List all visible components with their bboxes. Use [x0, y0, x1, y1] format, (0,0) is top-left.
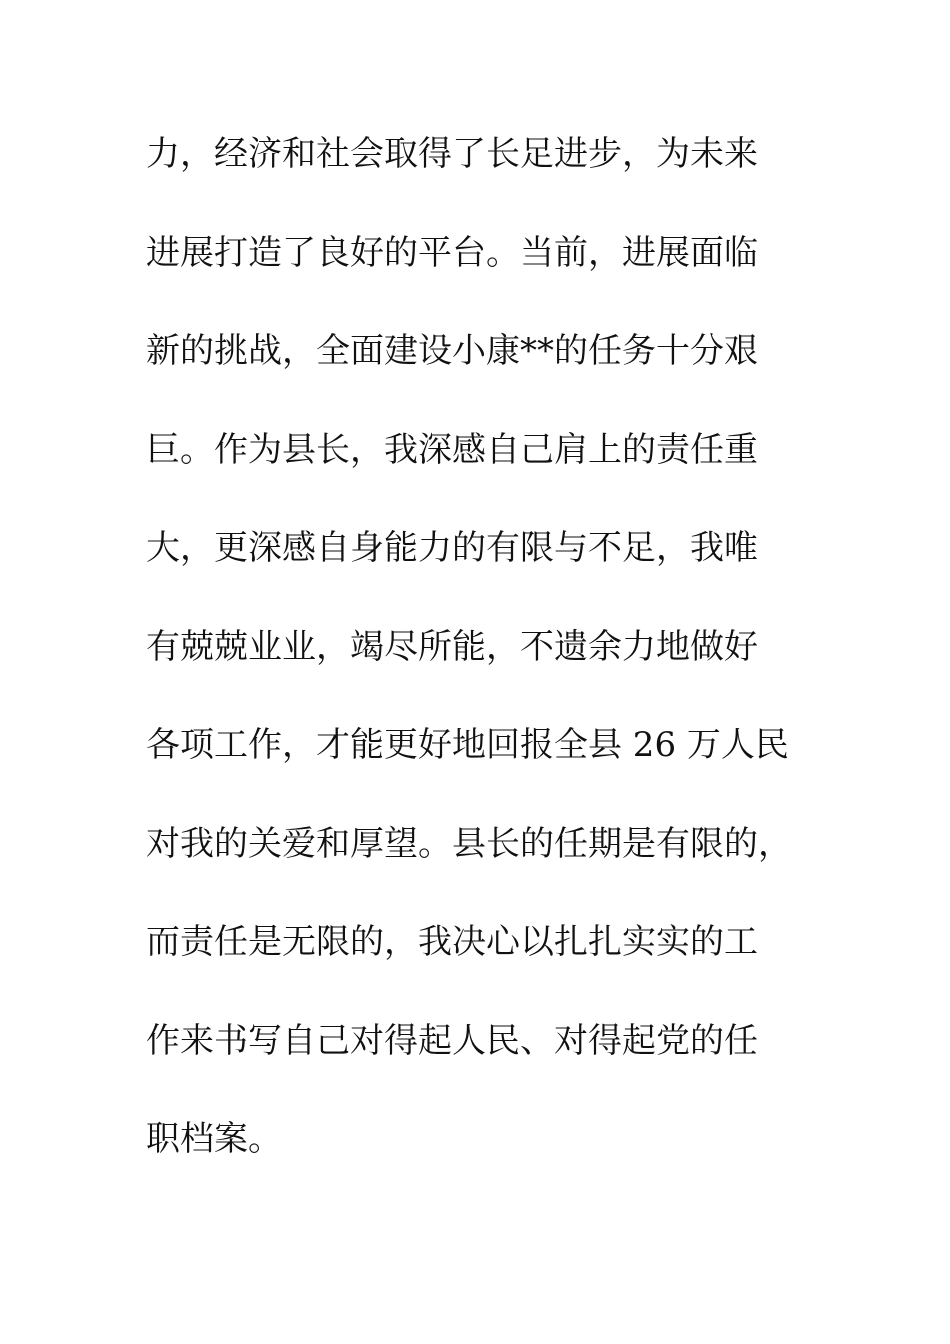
text-line: 作来书写自己对得起人民、对得起党的任 — [146, 1020, 758, 1061]
text-line: 新的挑战，全面建设小康**的任务十分艰 — [146, 331, 758, 371]
text-line: 有兢兢业业，竭尽所能，不遗余力地做好 — [146, 626, 758, 667]
text-line: 进展打造了良好的平台。当前，进展面临 — [146, 232, 758, 273]
body-paragraph — [146, 128, 806, 1212]
text-line: 各项工作，才能更好地回报全县 26 万人民 — [146, 725, 789, 765]
text-line: 职档案。 — [146, 1119, 282, 1159]
text-line: 力，经济和社会取得了长足进步，为未来 — [146, 134, 758, 174]
text-line: 大，更深感自身能力的有限与不足，我唯 — [146, 528, 758, 568]
text-line: 而责任是无限的，我决心以扎扎实实的工 — [146, 922, 758, 962]
text-line: 巨。作为县长，我深感自己肩上的责任重 — [146, 429, 758, 470]
text-line: 对我的关爱和厚望。县长的任期是有限的， — [146, 823, 792, 864]
